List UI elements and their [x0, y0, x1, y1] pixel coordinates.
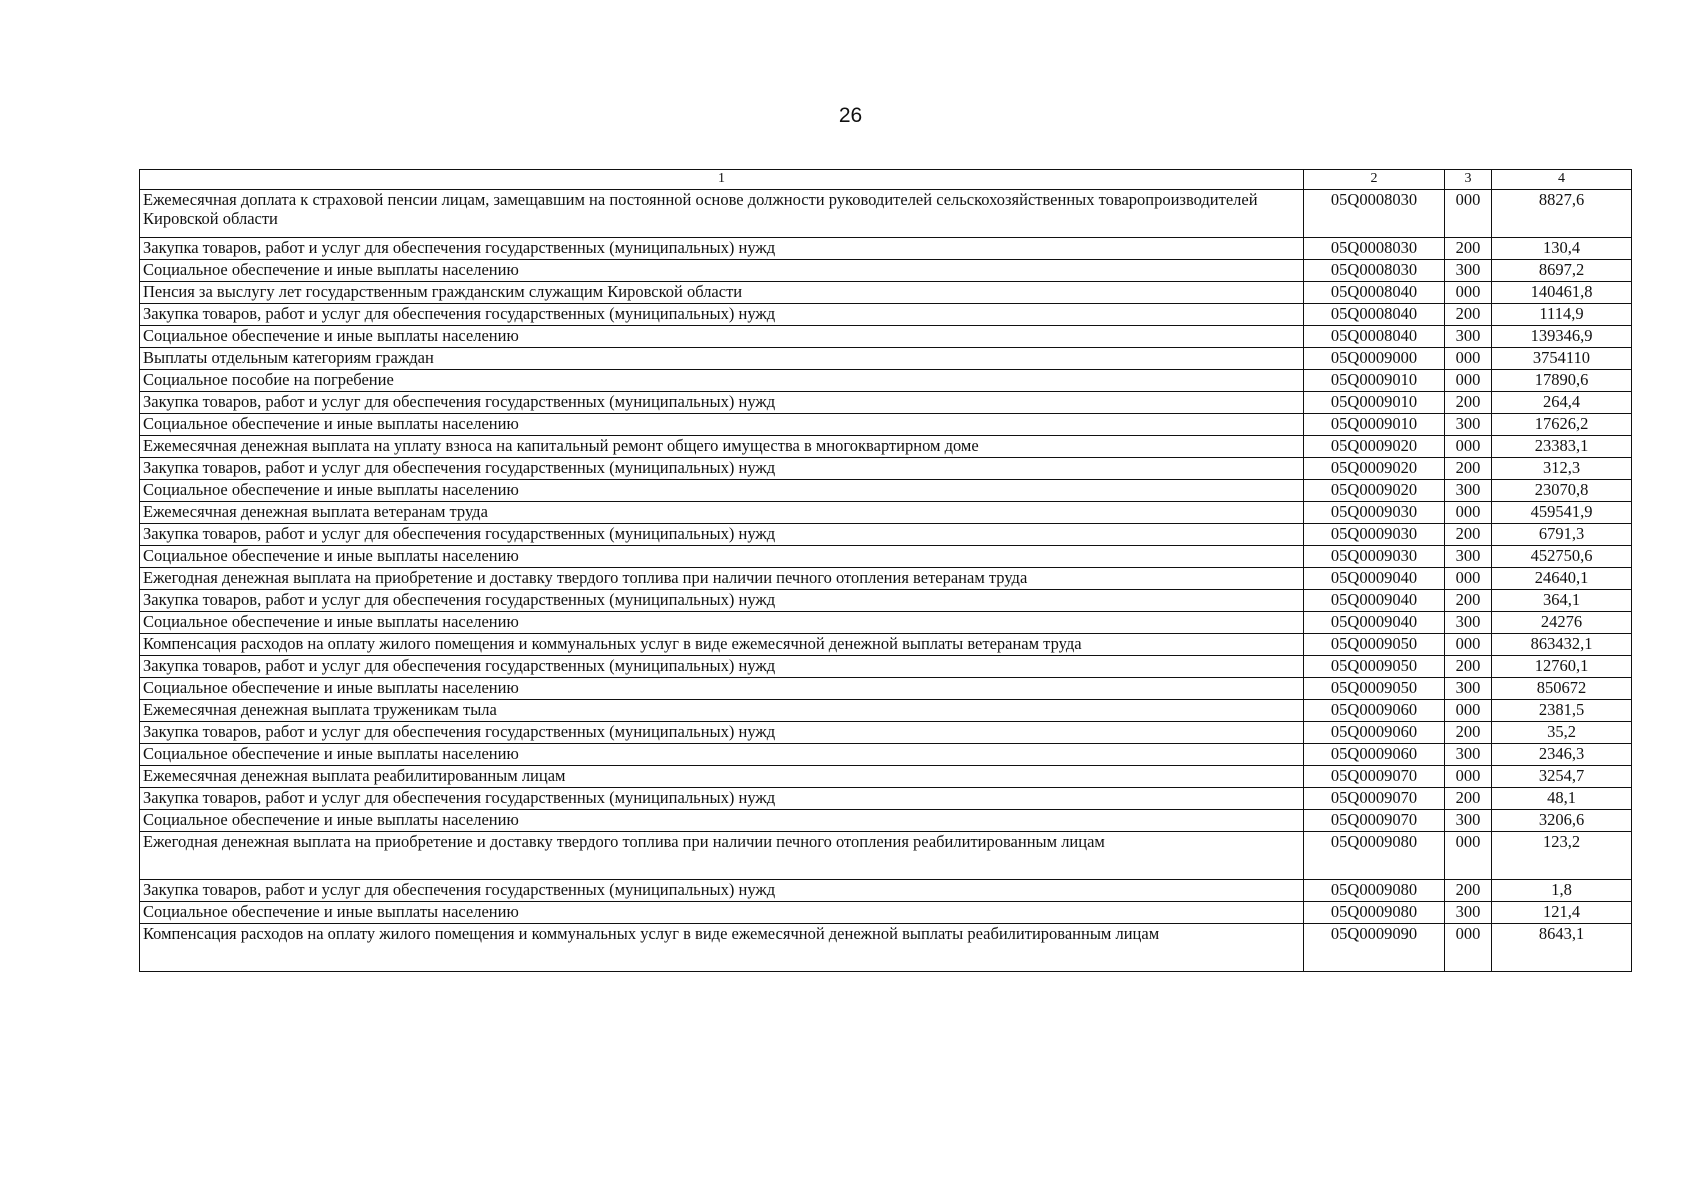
- row-name: Социальное обеспечение и иные выплаты населению: [140, 744, 1304, 766]
- row-amount: 364,1: [1492, 590, 1632, 612]
- row-kind: 200: [1445, 590, 1492, 612]
- row-name: Ежемесячная денежная выплата реабилитированным лицам: [140, 766, 1304, 788]
- row-amount: 6791,3: [1492, 524, 1632, 546]
- row-amount: 130,4: [1492, 238, 1632, 260]
- row-code: 05Q0008030: [1304, 260, 1445, 282]
- row-code: 05Q0009020: [1304, 480, 1445, 502]
- row-name: Социальное обеспечение и иные выплаты населению: [140, 612, 1304, 634]
- row-code: 05Q0009040: [1304, 568, 1445, 590]
- row-code: 05Q0009060: [1304, 722, 1445, 744]
- table-row: [140, 348, 1632, 370]
- header-code: 2: [1304, 170, 1445, 190]
- table-row: [140, 436, 1632, 458]
- row-amount: 850672: [1492, 678, 1632, 700]
- row-kind: 200: [1445, 656, 1492, 678]
- row-name: Закупка товаров, работ и услуг для обеспечения государственных (муниципальных) нужд: [140, 238, 1304, 260]
- table-row: [140, 546, 1632, 568]
- row-kind: 000: [1445, 348, 1492, 370]
- row-code: 05Q0009000: [1304, 348, 1445, 370]
- row-name: Ежегодная денежная выплата на приобретение и доставку твердого топлива при наличии печного отопления реабилитированным лицам: [140, 832, 1304, 880]
- row-kind: 000: [1445, 924, 1492, 972]
- row-code: 05Q0008040: [1304, 304, 1445, 326]
- row-amount: 1,8: [1492, 880, 1632, 902]
- row-name: Социальное обеспечение и иные выплаты населению: [140, 414, 1304, 436]
- table-row: [140, 304, 1632, 326]
- table-row: [140, 788, 1632, 810]
- table-row: [140, 190, 1632, 238]
- row-code: 05Q0009060: [1304, 744, 1445, 766]
- table-row: [140, 502, 1632, 524]
- header-amount: 4: [1492, 170, 1632, 190]
- row-name: Социальное обеспечение и иные выплаты населению: [140, 678, 1304, 700]
- row-name: Ежемесячная денежная выплата ветеранам труда: [140, 502, 1304, 524]
- row-amount: 2381,5: [1492, 700, 1632, 722]
- header-name: 1: [140, 170, 1304, 190]
- row-kind: 200: [1445, 304, 1492, 326]
- table-row: [140, 744, 1632, 766]
- row-kind: 200: [1445, 392, 1492, 414]
- row-name: Закупка товаров, работ и услуг для обеспечения государственных (муниципальных) нужд: [140, 304, 1304, 326]
- row-kind: 000: [1445, 282, 1492, 304]
- row-amount: 863432,1: [1492, 634, 1632, 656]
- row-kind: 300: [1445, 260, 1492, 282]
- row-kind: 200: [1445, 458, 1492, 480]
- table-row: [140, 590, 1632, 612]
- row-kind: 200: [1445, 788, 1492, 810]
- row-code: 05Q0009080: [1304, 880, 1445, 902]
- row-name: Закупка товаров, работ и услуг для обеспечения государственных (муниципальных) нужд: [140, 722, 1304, 744]
- row-amount: 24640,1: [1492, 568, 1632, 590]
- row-name: Социальное обеспечение и иные выплаты населению: [140, 546, 1304, 568]
- row-kind: 000: [1445, 436, 1492, 458]
- row-kind: 000: [1445, 190, 1492, 238]
- row-code: 05Q0008030: [1304, 238, 1445, 260]
- row-kind: 000: [1445, 502, 1492, 524]
- row-amount: 121,4: [1492, 902, 1632, 924]
- row-name: Социальное обеспечение и иные выплаты населению: [140, 260, 1304, 282]
- row-name: Выплаты отдельным категориям граждан: [140, 348, 1304, 370]
- row-amount: 23383,1: [1492, 436, 1632, 458]
- row-code: 05Q0009010: [1304, 392, 1445, 414]
- row-amount: 452750,6: [1492, 546, 1632, 568]
- table-row: [140, 480, 1632, 502]
- row-code: 05Q0009050: [1304, 678, 1445, 700]
- row-name: Пенсия за выслугу лет государственным гражданским служащим Кировской области: [140, 282, 1304, 304]
- row-name: Закупка товаров, работ и услуг для обеспечения государственных (муниципальных) нужд: [140, 458, 1304, 480]
- row-kind: 300: [1445, 902, 1492, 924]
- row-amount: 139346,9: [1492, 326, 1632, 348]
- row-code: 05Q0009080: [1304, 902, 1445, 924]
- row-kind: 300: [1445, 326, 1492, 348]
- row-name: Компенсация расходов на оплату жилого помещения и коммунальных услуг в виде ежемесячной денежной выплаты ветеранам труда: [140, 634, 1304, 656]
- row-amount: 140461,8: [1492, 282, 1632, 304]
- row-amount: 8643,1: [1492, 924, 1632, 972]
- row-name: Социальное пособие на погребение: [140, 370, 1304, 392]
- row-name: Социальное обеспечение и иные выплаты населению: [140, 810, 1304, 832]
- row-kind: 300: [1445, 414, 1492, 436]
- budget-table: [139, 169, 1632, 972]
- row-kind: 200: [1445, 524, 1492, 546]
- row-code: 05Q0009090: [1304, 924, 1445, 972]
- row-amount: 312,3: [1492, 458, 1632, 480]
- table-row: [140, 392, 1632, 414]
- table-row: [140, 458, 1632, 480]
- row-amount: 8697,2: [1492, 260, 1632, 282]
- row-name: Ежегодная денежная выплата на приобретение и доставку твердого топлива при наличии печного отопления ветеранам труда: [140, 568, 1304, 590]
- row-kind: 000: [1445, 370, 1492, 392]
- table-row: [140, 326, 1632, 348]
- row-amount: 23070,8: [1492, 480, 1632, 502]
- row-name: Социальное обеспечение и иные выплаты населению: [140, 480, 1304, 502]
- row-code: 05Q0009010: [1304, 414, 1445, 436]
- row-kind: 300: [1445, 810, 1492, 832]
- row-code: 05Q0008040: [1304, 326, 1445, 348]
- row-code: 05Q0009050: [1304, 656, 1445, 678]
- row-amount: 459541,9: [1492, 502, 1632, 524]
- table-row: [140, 656, 1632, 678]
- table-row: [140, 282, 1632, 304]
- row-amount: 12760,1: [1492, 656, 1632, 678]
- table-row: [140, 902, 1632, 924]
- row-code: 05Q0009020: [1304, 436, 1445, 458]
- row-amount: 48,1: [1492, 788, 1632, 810]
- row-code: 05Q0009040: [1304, 612, 1445, 634]
- row-kind: 300: [1445, 546, 1492, 568]
- row-kind: 300: [1445, 480, 1492, 502]
- row-kind: 200: [1445, 880, 1492, 902]
- row-kind: 200: [1445, 238, 1492, 260]
- row-kind: 000: [1445, 634, 1492, 656]
- row-name: Закупка товаров, работ и услуг для обеспечения государственных (муниципальных) нужд: [140, 590, 1304, 612]
- row-kind: 000: [1445, 568, 1492, 590]
- header-kind: 3: [1445, 170, 1492, 190]
- row-kind: 300: [1445, 612, 1492, 634]
- table-row: [140, 414, 1632, 436]
- row-amount: 2346,3: [1492, 744, 1632, 766]
- row-code: 05Q0009080: [1304, 832, 1445, 880]
- row-code: 05Q0009020: [1304, 458, 1445, 480]
- table-row: [140, 700, 1632, 722]
- row-name: Социальное обеспечение и иные выплаты населению: [140, 902, 1304, 924]
- row-amount: 123,2: [1492, 832, 1632, 880]
- row-code: 05Q0009070: [1304, 810, 1445, 832]
- header-row: [140, 170, 1632, 190]
- table-row: [140, 568, 1632, 590]
- row-name: Ежемесячная денежная выплата на уплату взноса на капитальный ремонт общего имущества в многоквартирном доме: [140, 436, 1304, 458]
- row-code: 05Q0009010: [1304, 370, 1445, 392]
- table-row: [140, 238, 1632, 260]
- row-amount: 17890,6: [1492, 370, 1632, 392]
- row-kind: 000: [1445, 700, 1492, 722]
- table-row: [140, 370, 1632, 392]
- row-name: Ежемесячная доплата к страховой пенсии лицам, замещавшим на постоянной основе должности руководителей сельскохозяйственных товаропроизводителей Кировской области: [140, 190, 1304, 238]
- row-kind: 300: [1445, 678, 1492, 700]
- row-name: Закупка товаров, работ и услуг для обеспечения государственных (муниципальных) нужд: [140, 880, 1304, 902]
- row-code: 05Q0008030: [1304, 190, 1445, 238]
- row-name: Закупка товаров, работ и услуг для обеспечения государственных (муниципальных) нужд: [140, 524, 1304, 546]
- table-row: [140, 634, 1632, 656]
- table-row: [140, 678, 1632, 700]
- row-code: 05Q0009060: [1304, 700, 1445, 722]
- row-amount: 1114,9: [1492, 304, 1632, 326]
- row-code: 05Q0009050: [1304, 634, 1445, 656]
- row-code: 05Q0009070: [1304, 766, 1445, 788]
- table-row: [140, 880, 1632, 902]
- row-kind: 000: [1445, 832, 1492, 880]
- table-row: [140, 924, 1632, 972]
- row-amount: 3754110: [1492, 348, 1632, 370]
- row-code: 05Q0009030: [1304, 524, 1445, 546]
- table-row: [140, 612, 1632, 634]
- row-code: 05Q0009070: [1304, 788, 1445, 810]
- row-amount: 3254,7: [1492, 766, 1632, 788]
- table-row: [140, 810, 1632, 832]
- table-row: [140, 722, 1632, 744]
- table-row: [140, 260, 1632, 282]
- row-amount: 264,4: [1492, 392, 1632, 414]
- table-row: [140, 832, 1632, 880]
- row-amount: 35,2: [1492, 722, 1632, 744]
- table-row: [140, 766, 1632, 788]
- row-name: Закупка товаров, работ и услуг для обеспечения государственных (муниципальных) нужд: [140, 392, 1304, 414]
- row-name: Компенсация расходов на оплату жилого помещения и коммунальных услуг в виде ежемесячной денежной выплаты реабилитированным лицам: [140, 924, 1304, 972]
- row-code: 05Q0009030: [1304, 502, 1445, 524]
- row-amount: 24276: [1492, 612, 1632, 634]
- row-kind: 300: [1445, 744, 1492, 766]
- row-name: Закупка товаров, работ и услуг для обеспечения государственных (муниципальных) нужд: [140, 788, 1304, 810]
- row-amount: 3206,6: [1492, 810, 1632, 832]
- row-code: 05Q0008040: [1304, 282, 1445, 304]
- table-row: [140, 524, 1632, 546]
- row-name: Закупка товаров, работ и услуг для обеспечения государственных (муниципальных) нужд: [140, 656, 1304, 678]
- row-name: Социальное обеспечение и иные выплаты населению: [140, 326, 1304, 348]
- row-name: Ежемесячная денежная выплата труженикам тыла: [140, 700, 1304, 722]
- row-amount: 17626,2: [1492, 414, 1632, 436]
- row-code: 05Q0009040: [1304, 590, 1445, 612]
- row-amount: 8827,6: [1492, 190, 1632, 238]
- page-number: 26: [838, 104, 863, 127]
- row-code: 05Q0009030: [1304, 546, 1445, 568]
- row-kind: 000: [1445, 766, 1492, 788]
- row-kind: 200: [1445, 722, 1492, 744]
